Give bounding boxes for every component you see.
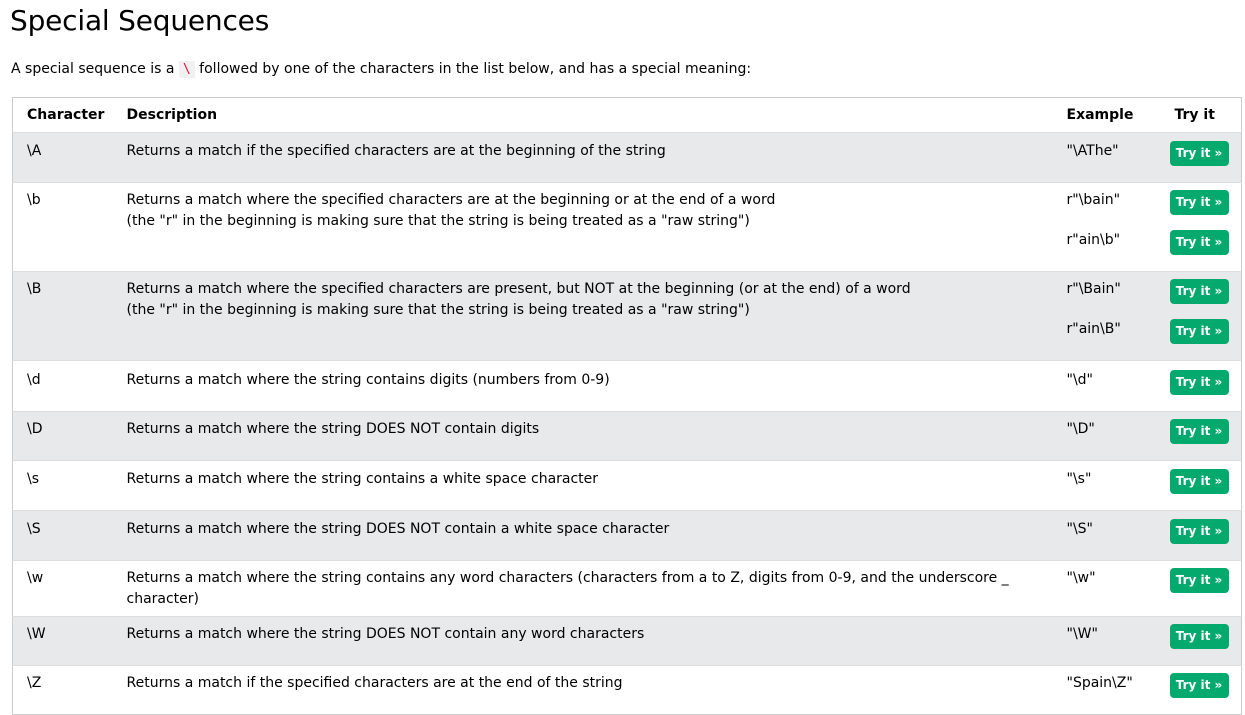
try-it-slot — [1170, 370, 1241, 410]
description-line: Returns a match where the string contains digits (numbers from 0-9) — [126, 372, 610, 388]
try-it-slot — [1170, 519, 1241, 559]
try-it-slot — [1170, 568, 1241, 608]
cell-character: \S — [13, 511, 113, 561]
cell-description — [113, 272, 1053, 361]
intro-paragraph — [11, 59, 751, 80]
try-it-button[interactable]: Try it » — [1170, 230, 1229, 255]
example-text: "\d" — [1066, 372, 1093, 388]
cell-description — [113, 412, 1053, 461]
cell-character: \d — [13, 361, 113, 412]
example-text: "\S" — [1066, 521, 1093, 537]
cell-example — [1053, 617, 1161, 666]
cell-try-it — [1161, 272, 1242, 361]
cell-try-it — [1161, 461, 1242, 511]
header-description: Description — [126, 107, 218, 123]
cell-try-it — [1161, 133, 1242, 183]
cell-try-it — [1161, 511, 1242, 561]
example-text: "\s" — [1066, 471, 1092, 487]
cell-example — [1053, 361, 1161, 412]
cell-example — [1053, 511, 1161, 561]
intro-code-backslash: \ — [179, 61, 195, 78]
try-it-slot — [1170, 141, 1241, 181]
description-line: Returns a match if the specified characters are at the end of the string — [126, 675, 623, 691]
table-body — [13, 133, 1242, 715]
cell-example — [1053, 461, 1161, 511]
header-try-it: Try it — [1174, 107, 1215, 123]
cell-example — [1053, 133, 1161, 183]
cell-example — [1053, 412, 1161, 461]
table-row — [13, 561, 1242, 617]
cell-description — [113, 666, 1053, 715]
cell-try-it — [1161, 183, 1242, 272]
cell-character: \A — [13, 133, 113, 183]
description-line: Returns a match where the string contains a white space character — [126, 471, 599, 487]
description-line: Returns a match where the string DOES NOT contain any word characters — [126, 626, 645, 642]
cell-character: \Z — [13, 666, 113, 715]
example-text: r"ain\B" — [1066, 321, 1121, 337]
table-row — [13, 361, 1242, 412]
try-it-button[interactable]: Try it » — [1170, 141, 1229, 166]
table-row — [13, 133, 1242, 183]
header-character: Character — [27, 107, 105, 123]
try-it-slot — [1170, 319, 1241, 359]
example-text: r"\bain" — [1066, 192, 1121, 208]
table-row — [13, 183, 1242, 272]
cell-character: \B — [13, 272, 113, 361]
example-text: r"ain\b" — [1066, 232, 1121, 248]
cell-description — [113, 561, 1053, 617]
intro-text-before: A special sequence is a — [11, 61, 179, 77]
cell-character: \W — [13, 617, 113, 666]
example-text: "\AThe" — [1066, 143, 1119, 159]
table-row — [13, 666, 1242, 715]
try-it-button[interactable]: Try it » — [1170, 624, 1229, 649]
description-line: Returns a match if the specified characters are at the beginning of the string — [126, 143, 666, 159]
description-line: Returns a match where the string contains any word characters (characters from a to Z, digits from 0-9, and the underscore _ — [126, 570, 1009, 586]
cell-example — [1053, 272, 1161, 361]
try-it-button[interactable]: Try it » — [1170, 319, 1229, 344]
cell-description — [113, 183, 1053, 272]
cell-try-it — [1161, 361, 1242, 412]
cell-character: \s — [13, 461, 113, 511]
table-row — [13, 412, 1242, 461]
try-it-slot — [1170, 190, 1241, 230]
example-text: "Spain\Z" — [1066, 675, 1133, 691]
description-line: (the "r" in the beginning is making sure that the string is being treated as a "raw string") — [126, 213, 750, 229]
cell-try-it — [1161, 412, 1242, 461]
try-it-button[interactable]: Try it » — [1170, 568, 1229, 593]
special-sequences-table — [12, 97, 1242, 715]
cell-character: \w — [13, 561, 113, 617]
cell-try-it — [1161, 666, 1242, 715]
try-it-button[interactable]: Try it » — [1170, 519, 1229, 544]
try-it-button[interactable]: Try it » — [1170, 673, 1229, 698]
table-row — [13, 511, 1242, 561]
cell-description — [113, 617, 1053, 666]
example-text: r"\Bain" — [1066, 281, 1121, 297]
example-text: "\W" — [1066, 626, 1098, 642]
example-text: "\D" — [1066, 421, 1095, 437]
example-text: "\w" — [1066, 570, 1096, 586]
cell-try-it — [1161, 561, 1242, 617]
cell-character: \D — [13, 412, 113, 461]
cell-example — [1053, 666, 1161, 715]
page-title: Special Sequences — [10, 4, 270, 37]
cell-description — [113, 133, 1053, 183]
try-it-slot — [1170, 279, 1241, 319]
table-row — [13, 617, 1242, 666]
try-it-slot — [1170, 419, 1241, 459]
intro-text-after: followed by one of the characters in the list below, and has a special meaning: — [194, 61, 752, 77]
table-header-row — [13, 98, 1242, 133]
description-line: Returns a match where the string DOES NOT contain digits — [126, 421, 540, 437]
try-it-slot — [1170, 673, 1241, 713]
header-example: Example — [1066, 107, 1134, 123]
try-it-button[interactable]: Try it » — [1170, 469, 1229, 494]
cell-example — [1053, 183, 1161, 272]
try-it-button[interactable]: Try it » — [1170, 419, 1229, 444]
table-row — [13, 272, 1242, 361]
try-it-slot — [1170, 230, 1241, 270]
cell-character: \b — [13, 183, 113, 272]
description-line: (the "r" in the beginning is making sure that the string is being treated as a "raw string") — [126, 302, 750, 318]
cell-example — [1053, 561, 1161, 617]
cell-try-it — [1161, 617, 1242, 666]
description-line: Returns a match where the specified characters are at the beginning or at the end of a word — [126, 192, 776, 208]
description-line: Returns a match where the specified characters are present, but NOT at the beginning (or at the end) of a word — [126, 281, 911, 297]
cell-description — [113, 511, 1053, 561]
cell-description — [113, 361, 1053, 412]
try-it-button[interactable]: Try it » — [1170, 370, 1229, 395]
description-line: character) — [126, 591, 200, 607]
try-it-button[interactable]: Try it » — [1170, 190, 1229, 215]
description-line: Returns a match where the string DOES NOT contain a white space character — [126, 521, 670, 537]
try-it-button[interactable]: Try it » — [1170, 279, 1229, 304]
try-it-slot — [1170, 469, 1241, 509]
table-row — [13, 461, 1242, 511]
try-it-slot — [1170, 624, 1241, 664]
cell-description — [113, 461, 1053, 511]
